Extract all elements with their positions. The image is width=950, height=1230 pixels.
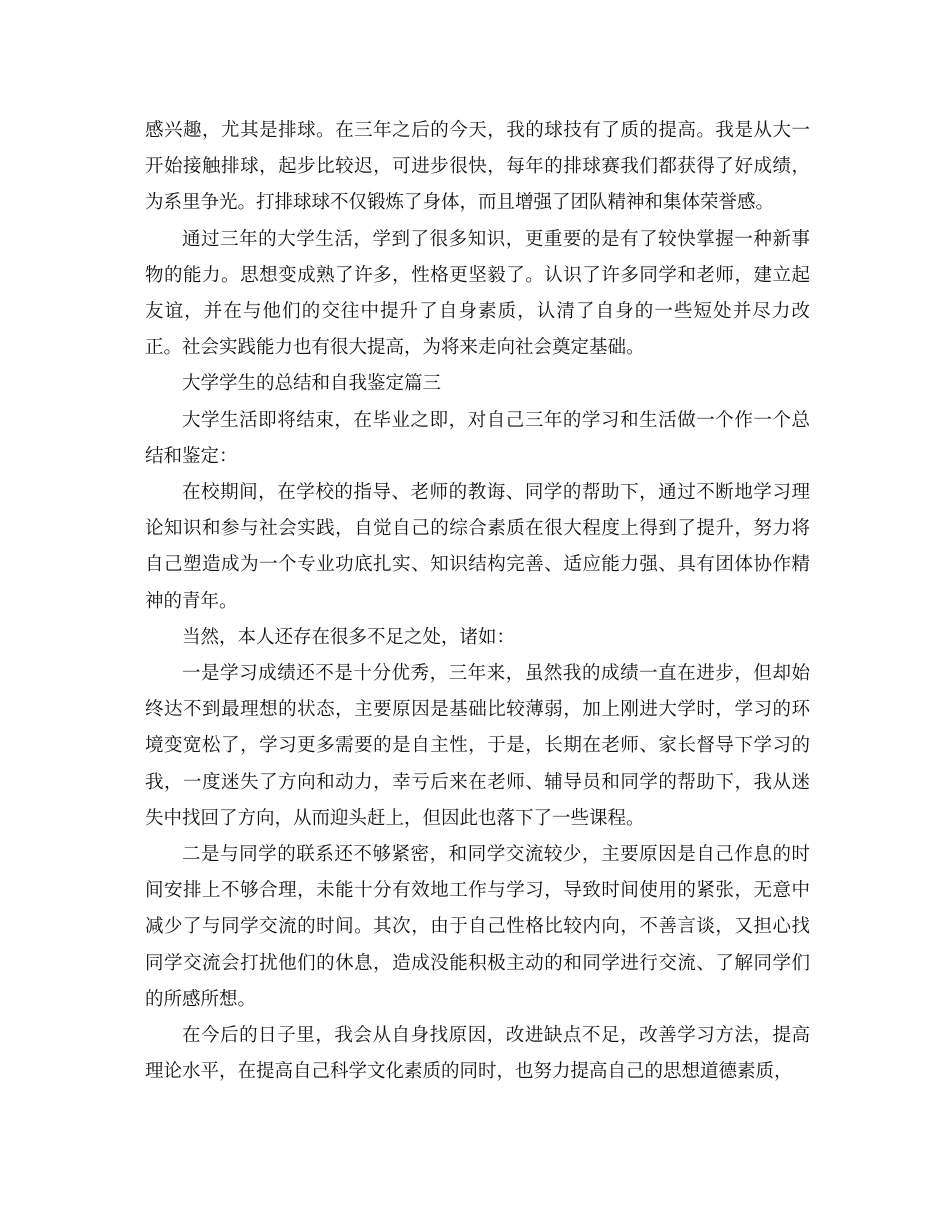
section-heading: 大学学生的总结和自我鉴定篇三 bbox=[182, 373, 442, 395]
paragraph: 二是与同学的联系还不够紧密，和同学交流较少，主要原因是自己作息的时间安排上不够合理，未能十分有效地工作与学习，导致时间使用的紧张，无意中减少了与同学交流的时间。其次，由于自己性格比较内向，不善言谈，又担心找同学交流会打扰他们的休息，造成没能积极主动的和同学进行交流、了解同学们的所感所想。 bbox=[145, 844, 810, 1010]
paragraph: 通过三年的大学生活，学到了很多知识，更重要的是有了较快掌握一种新事物的能力。思想变成熟了许多，性格更坚毅了。认识了许多同学和老师，建立起友谊，并在与他们的交往中提升了自身素质，认清了自身的一些短处并尽力改正。社会实践能力也有很大提高，为将来走向社会奠定基础。 bbox=[145, 228, 810, 359]
paragraph: 大学生活即将结束，在毕业之即，对自己三年的学习和生活做一个作一个总结和鉴定： bbox=[145, 409, 810, 467]
paragraph: 一是学习成绩还不是十分优秀，三年来，虽然我的成绩一直在进步，但却始终达不到最理想的状态，主要原因是基础比较薄弱，加上刚进大学时，学习的环境变宽松了，学习更多需要的是自主性，于是，长期在老师、家长督导下学习的我，一度迷失了方向和动力，幸亏后来在老师、辅导员和同学的帮助下，我从迷失中找回了方向，从而迎头赶上，但因此也落下了一些课程。 bbox=[145, 663, 810, 829]
paragraph: 在校期间，在学校的指导、老师的教诲、同学的帮助下，通过不断地学习理论知识和参与社会实践，自觉自己的综合素质在很大程度上得到了提升，努力将自己塑造成为一个专业功底扎实、知识结构完善、适应能力强、具有团体协作精神的青年。 bbox=[145, 482, 810, 612]
paragraph-continued: 感兴趣，尤其是排球。在三年之后的今天，我的球技有了质的提高。我是从大一开始接触排球，起步比较迟，可进步很快，每年的排球赛我们都获得了好成绩，为系里争光。打排球球不仅锻炼了身体，而且增强了团队精神和集体荣誉感。 bbox=[145, 120, 810, 214]
document-body bbox=[145, 113, 810, 1090]
paragraph: 在今后的日子里，我会从自身找原因，改进缺点不足，改善学习方法，提高理论水平，在提高自己科学文化素质的同时，也努力提高自己的思想道德素质， bbox=[145, 1025, 810, 1083]
paragraph: 当然，本人还存在很多不足之处，诸如： bbox=[182, 626, 516, 648]
